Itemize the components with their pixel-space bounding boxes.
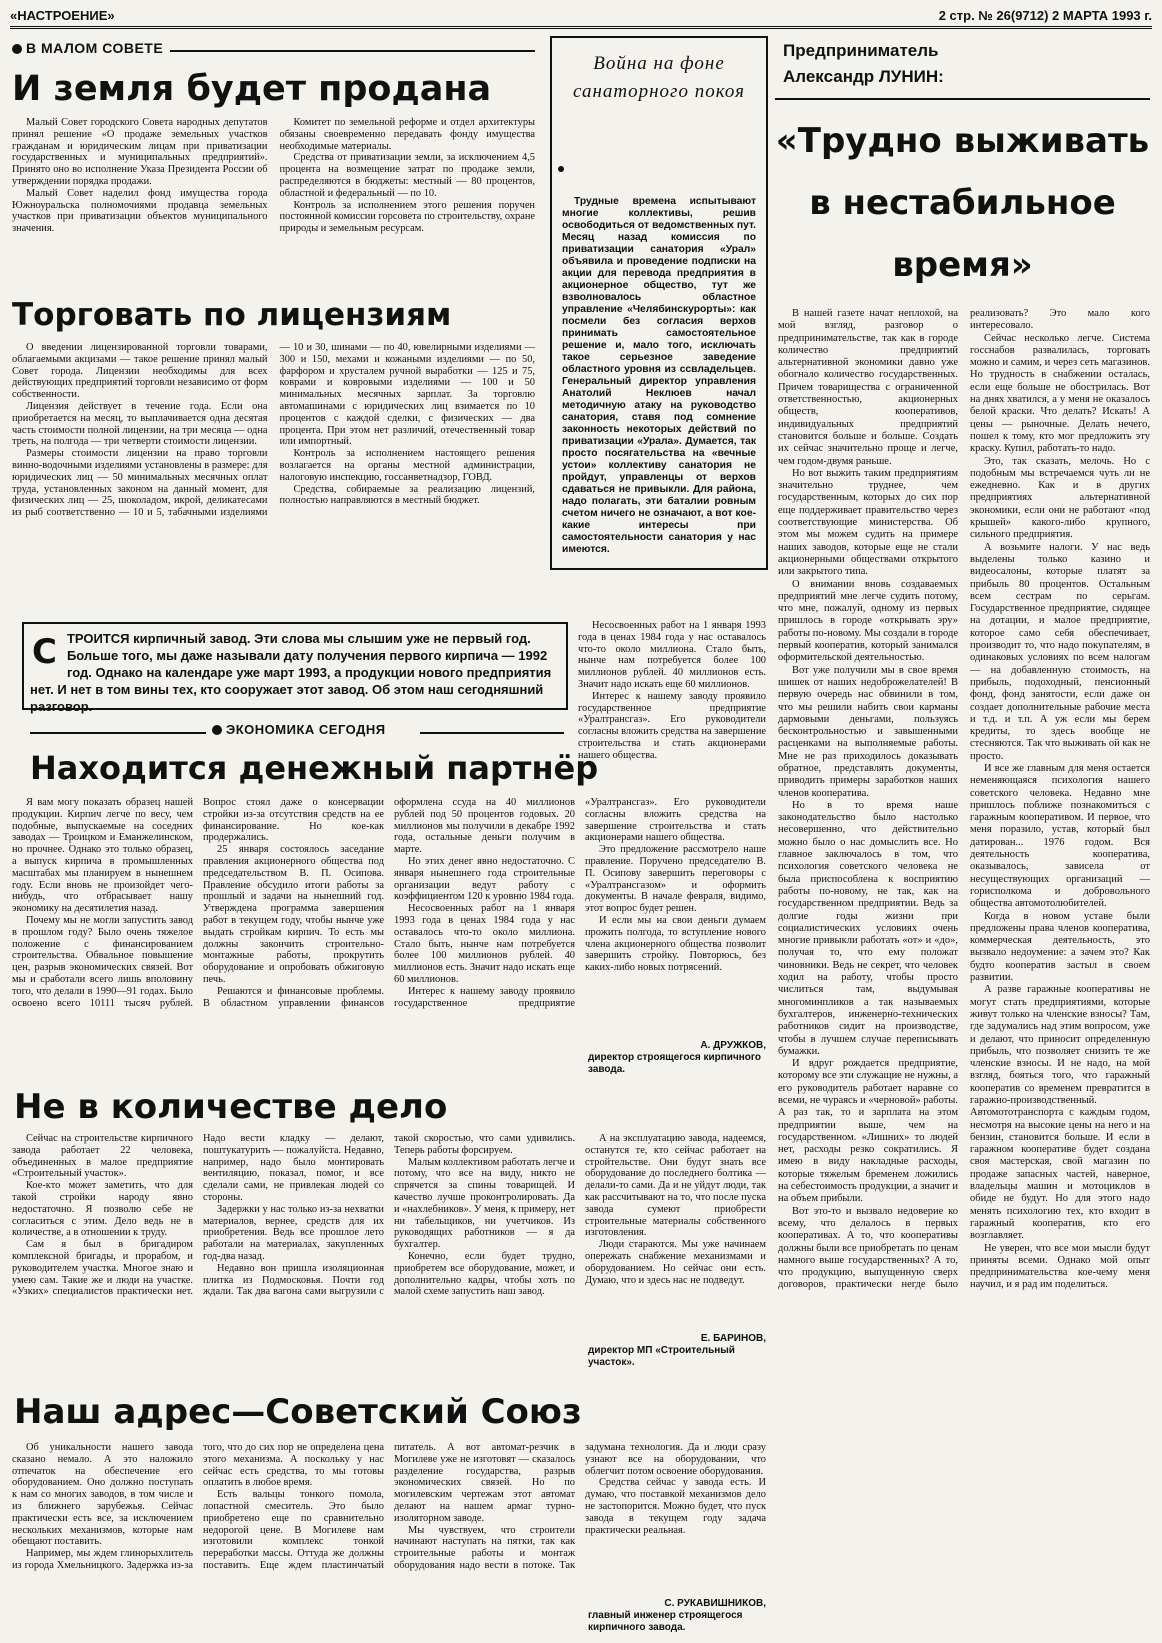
- rubric-rule: [170, 50, 535, 52]
- masthead: [10, 4, 1152, 29]
- rubric-rule-right: [420, 732, 564, 734]
- interview-label: Предприниматель Александр ЛУНИН:: [783, 41, 944, 86]
- factory-lead-box: [22, 622, 568, 714]
- interview-rule: [775, 98, 1150, 100]
- signature-druzhkov: А. ДРУЖКОВ, директор строящегося кирпичного завода.: [588, 1040, 766, 1075]
- rubric-economy: ЭКОНОМИКА СЕГОДНЯ: [212, 722, 386, 737]
- article-war-box: [550, 36, 768, 570]
- signature-rukavishnikov: С. РУКАВИШНИКОВ, главный инженер строящегося кирпичного завода.: [588, 1598, 766, 1633]
- rubric-small-council: В МАЛОМ СОВЕТЕ: [12, 40, 163, 56]
- factory-lead: С ТРОИТСЯ кирпичный завод. Эти слова мы слышим уже не первый год. Больше того, мы даже называли дату получения первого кирпича — 1992 год. Однако на календаре уже март 1993, а продукции нового предприятия нет. И нет в том вины тех, кто сооружает этот завод. Об этом наш сегодняшний разговор.: [30, 631, 552, 714]
- title-land: И земля будет продана: [12, 69, 492, 109]
- title-address: Наш адрес—Советский Союз: [14, 1392, 582, 1432]
- article-partner-body-continued: Несосвоенных работ на 1 января 1993 года в ценах 1984 года у нас оставалось что-то около миллиона. Стало быть, нынче нам потребуется более 100 миллионов рублей. 40 миллионов есть. Значит надо искать еще 60 миллионов. Интерес к нашему заводу проявило государственное предприятие «Уралтрансгаз». Его руководители согласны вложить средства на завершение строительства и стать акционерами нашего общества.: [578, 620, 766, 761]
- signature-barinov: Е. БАРИНОВ, директор МП «Строительный участок».: [588, 1333, 766, 1368]
- article-partner-body: Я вам могу показать образец нашей продукции. Кирпич легче по весу, чем подобные, выпускаемые на соседних заводах — Троицком и Еманжелинском, но прочнее. Однако это только образец, а выпуск кирпича в промышленных масштабах мы планируем в нынешнем году. Если вновь не произойдет чего-нибудь, что отбрасывает нашу экономику на десятилетия назад. Почему мы не могли запустить завод в прошлом году? Было очень тяжелое положение с финансированием строительства. Обвальное повышение цен, разрыв экономических связей. Вот мы и сработали всего лишь вполовину того, что делали в 1990—91 годах. Было освоено всего 10111 тысяч рублей. Вопрос стоял даже о консервации стройки из-за отсутствия средств на ее финансирование. Но кое-как продержались. 25 января состоялось заседание правления акционерного общества под председательством В. П. Осипова. Правление обсудило итоги работы за прошлый и задачи на нынешний год. Утверждена программа завершения работ в текущем году, чтобы нынче уже выдать стройкам кирпич. То есть мы должны закончить строительно-монтажные работы, прокрутить оборудование и опробовать обжиговую печь. Решаются и финансовые проблемы. В областном управлении финансов оформлена ссуда на 40 миллионов рублей под 50 процентов годовых. 20 миллионов мы получили в декабре 1992 года, остальные деньги получим в марте. Но этих денег явно недостаточно. С января нынешнего года строительные организации ведут работу с коэффициентом 120 к уровню 1984 года. Несосвоенных работ на 1 января 1993 года в ценах 1984 года у нас оставалось что-то около миллиона. Стало быть, нынче нам потребуется более 100 миллионов рублей. 40 миллионов есть. Значит надо искать еще 60 миллионов. Интерес к нашему заводу проявило государственное предприятие «Уралтрансгаз». Его руководители согласны вложить средства на завершение строительства и стать акционерами нашего общества. Это предложение рассмотрело наше правление. Поручено председателю В. П. Осипову завершить переговоры с «Уралтрансгазом» и оформить документы. В начале февраля, видимо, этот вопрос будет решен. И если мы на свои деньги думаем прожить полгода, то вступление нового члена акционерного общества позволит завершить стройку. Повторюсь, без каких-либо новых потрясений.: [12, 797, 766, 1009]
- bullet-icon: [212, 725, 222, 735]
- article-licenses-body: О введении лицензированной торговли товарами, облагаемыми акцизами — такое решение принял малый Совет города. Лицензии необходимы для всех действующих предприятий торговли независимо от форм собственности. Лицензия действует в течение года. Если она приобретается на месяц, то выплачивается одна десятая часть стоимости полной лицензии, на три месяца — одна треть, на полгода — три четверти стоимости лицензии. Размеры стоимости лицензии на право торговли винно-водочными изделиями установлены в размере: для юридических лиц — 50 минимальных месячных оплат труда, установленных законом на данный момент, для физических лиц — 25, шоколадом, икрой, деликатесами из рыб соответственно — 10 и 5, табачными изделиями — 10 и 30, шинами — по 40, ювелирными изделиями — 300 и 150, мехами и кожаными изделиями — по 50, фарфором и хрусталем ручной выработки — 125 и 75, коврами и ковровыми изделиями — 100 и 50 минимальных месячных зарплат. За торговлю автомашинами с юридических лиц взимается по 10 процентов с каждой сделки, с физических — два процента. При этом нет различий, отечественный товар или импортный. Контроль за исполнением настоящего решения возлагается на органы местной администрации, налоговую инспекцию, госсанветнадзор, ГОВД. Средства, собираемые за реализацию лицензий, полностью направляются в местный бюджет.: [12, 342, 535, 519]
- title-quality: Не в количестве дело: [14, 1087, 448, 1127]
- title-entrepreneur: «Трудно выживать в нестабильное время»: [775, 121, 1150, 285]
- title-war: Война на фоне санаторного покоя: [573, 53, 745, 102]
- bullet-icon: [558, 166, 564, 172]
- newspaper-name: «НАСТРОЕНИЕ»: [10, 8, 115, 23]
- article-entrepreneur-body: В нашей газете начат неплохой, на мой взгляд, разговор о предпринимательстве, так как в городе количество предприятий альтернативной экономики давно уже обогнало количество государственных. Причем товарищества с ограниченной ответственностью, акционерных обществ, кооперативов, индивидуальных предприятий становится больше и больше. Создать их сейчас значительно проще и легче, чем годом-двумя раньше. Но вот выжить таким предприятиям значительно труднее, чем государственным, которых до сих пор еще поддерживает правительство через соответствующие министерства. Об этом мы можем судить на примере наших заводов, которые еще не стали акционерными обществами открытого или закрытого типа. О внимании вновь создаваемых предприятий мне легче судить потому, что мне, пожалуй, одному из первых пришлось в городе «открывать эру» работы по-новому. Мы создали в городе первый кооператив, который занимался оформительской деятельностью. Вот уже получили мы в свое время шишек от наших недоброжелателей! В первую очередь нас обвинили в том, что мы решили набить свои карманы дармовыми деньгами, пользуясь бесконтрольностью и завышенными расценками на выполняемые работы. Мне не раз приходилось доказывать обратное, представлять документы, приводить примеры заработков наших членов кооператива. Но в то время наше законодательство было настолько несовершенно, что действительно можно было о нас домыслить все. Но главное заключалось в том, что психология советского человека не была приспособлена к восприятию работы по-новому, не так, как на государственном предприятии. Ведь за долгие годы жизни при социалистических условиях очень многие привыкли работать «от» и «до», получая то, что ему положат чиновники. Ведь не секрет, что человек ходил на работу, чтобы просто числиться там, выдумывая многоминпликов а так называемых бухгалтеров, инженерно-технических работников сидит на производстве, чтобы в лучшем случае переписывать бумажки. И вдруг рождается предприятие, которому все эти служащие не нужны, а его руководитель работает наравне со всеми, не чураясь и «черновой» работы. А раз так, то и зарплата на этом предприятии выше, чем на государственном. «Лишних» то людей нет, расходы резко сократились. Я имею в виду накладные расходы, которые тяжелым бременем ложились на себестоимость продукции, а значит и на объем прибыли. Вот это-то и вызвало недоверие ко всему, что делалось в первых кооперативах. А то, что кооперативы должны были все приобретать по ценам намного выше государственных? А то, что продукцию, выпущенную сверх договоров, практически негде было реализовать? Это мало кого интересовало. Сейчас несколько легче. Система госснабов развалилась, торговать можно и самим, и через сеть магазинов. Но трудность в снабжении осталась, если еще больше не обострилась. Вот на днях хватился, а у меня не оказалось белой краски. Что делать? Искать! А цены — рыночные. Делать нечего, пошел к тому, кто мог предложить эту краску. Купил, работать-то надо. Это, так сказать, мелочь. Но с подобным мы встречаемся чуть ли не ежедневно. Как и в других предприятиях альтернативной экономики, если они не работают «под крышей» какого-либо крупного, сильного предприятия. А возьмите налоги. У нас ведь выделены только казино и видеосалоны, которые платят за прибыль 80 процентов. Остальным всем сестрам по серьгам. Государственное предприятие, сидящее на дотации, и малое предприятие, которое само себя обеспечивает, производит то, что надо покупателям, в одинаковых условиях по всем налогам — на добавленную стоимость, на прибыль, подоходный, пенсионный фонд, фонд занятости, если даже он создает дополнительные рабочие места и т.д. и т.п. А уж если мы берем кредиты, то здесь вообще не стесняются. Так что выживать ой как не просто. И все же главным для меня остается неменяющаяся психология нашего советского человека. Недавно мне пришлось поближе познакомиться с гаражным кооперативом. И первое, что меня поразило, устав, который был датирован... 1976 годом. Вся деятельность кооператива, оказывалось, зависела от несуществующих организаций — горисполкома и добровольного общества автомотолюбителей. Когда в новом уставе были предложены права членов кооператива, коммерческая деятельность, это вызвало недоумение: а зачем это? Как будто кооператив застыл в своем развитии. А разве гаражные кооперативы не могут стать предприятиями, которые живут только на членские взносы? Там, где задумались над этим вопросом, уже и делают, что приносит определенную прибыль, что позволяет снизить те же членские взносы. И не надо, на мой взгляд, бояться того, что гаражный кооператив со временем превратится в гаражно-производственный. Автомототранспорта с каждым годом, несмотря на высокие цены на него и на бензин, становится больше. И если в гаражном кооперативе будет создана своя мастерская, свой магазин по продаже запасных частей, наверное, владельцы машин и мотоциклов в обиде не будут. Но для этого надо менять психологию тех, кто входит в гаражный кооператив, кто его возглавляет. Не уверен, что все мои мысли будут приняты всеми. Однако мой опыт предпринимательства кое-чему меня научил, и я рад им поделиться.: [778, 308, 1150, 1291]
- rubric-rule-left: [30, 732, 206, 734]
- title-licenses: Торговать по лицензиям: [12, 297, 452, 333]
- title-partner: Находится денежный партнёр: [30, 749, 599, 787]
- article-land-body: Малый Совет городского Совета народных депутатов принял решение «О продаже земельных участков гражданам и юридическим лицам при приватизации государственных и муниципальных предприятий». Принято оно во исполнение Указа Президента России об утверждении порядка продажи. Малый Совет наделил фонд имущества города Южноуральска полномочиями продавца земельных участков при приватизации объектов муниципального значения. Комитет по земельной реформе и отдел архитектуры обязаны своевременно передавать фонду имущества необходимые материалы. Средства от приватизации земли, за исключением 4,5 процента на возмещение затрат по продаже земли, распределяются в бюджеты: местный — 80 процентов, областной и федеральный — по 10. Контроль за исполнением этого решения поручен постоянной комиссии горсовета по строительству, охране природы и земельным ресурсам.: [12, 117, 535, 235]
- article-address-body: Об уникальности нашего завода сказано немало. А это наложило отпечаток на обеспечение его оборудованием. Оно должно поступать к нам со многих заводов, в том числе и из ближнего зарубежья. Сейчас практически есть все, за исключением нескольких механизмов, которые нам обещают поставить. Например, мы ждем глинорыхлитель из города Хмельницкого. Задержка из-за того, что до сих пор не определена цена этого механизма. А поскольку у нас сейчас есть средства, то мы готовы оплатить в любое время. Есть вальцы тонкого помола, лопастной смеситель. Это было приобретено еще по сравнительно недорогой цене. В Могилеве нам изготовили комплекс тонкой переработки массы. Оттуда же должны поставить. Еще ждем пластинчатый питатель. А вот автомат-резчик в Могилеве уже не изготовят — сказалось разделение государства, разрыв экономических связей. Но по могилевским чертежам этот автомат делают на нашем армаг турно-изоляторном заводе. Мы чувствуем, что строители начинают наступать на пятки, так как строительные работы и монтаж оборудования надо вести в потоке. Так задумана технология. Да и люди сразу узнают все на оборудовании, что облегчит потом освоение оборудования. Средства сейчас у завода есть. И думаю, что поставкой механизмов дело не застопорится. Можно будет, что пуск завода в текущем году задача практически реальная.: [12, 1442, 766, 1571]
- article-war-body: Трудные времена испытывают многие коллективы, решив освободиться от ведомственных пут. Месяц назад комиссия по приватизации санатория «Урал» объявила и проведение подписки на акции для перевода предприятия в акционерное общество, тут же взволновалось областное управление «Челябинскурорты»: как посмели без согласия верхов принимать самостоятельное решение и, мало того, исключать такое серьезное заведение областного уровня из ссвладельцев. Генеральный директор управления Анатолий Неклюев начал методичную атаку на руководство санатория, ставя под сомнение законность некоторых действий по приватизации «Урала». Думается, так просто посягательства на «вечные устои» коллективу санатория не пройдут, управленцы от верхов сдаваться не привыкли. Для района, надо полагать, эти баталии ровным счетом ничего не означают, а вот кое-какие интересы при самостоятельности санатория у нас имеются.: [562, 196, 756, 555]
- dropcap: С: [32, 632, 57, 672]
- article-quality-body: Сейчас на строительстве кирпичного завода работает 22 человека, объединенных в малое предприятие «Строительный участок». Кое-кто может заметить, что для такой стройки народу явно недостаточно. Я позволю себе не согласиться с этим. Дело ведь не в количестве, а в отношении к труду. Сам я был в бригадиром комплексной бригады, и прорабом, и руководителем участка. Многое знаю и умею сам. Такие же и люди на участке. «Узких» специалистов практически нет. Надо вести кладку — делают, поштукатурить — пожалуйста. Недавно, например, надо было монтировать вентиляцию, показал, помог, и все сделали сами, не привлекая людей со стороны. Задержки у нас только из-за нехватки материалов, вернее, средств для их приобретения. Ведь все прошлое лето работали на материалах, закупленных год-два назад. Недавно вон пришла изоляционная плитка из Подмосковья. Почти год ждали. Так два вагона сами выгрузили с такой скоростью, что сами удивились. Теперь работы форсируем. Малым коллективом работать легче и потому, что все на виду, никто не спрячется за спины товарищей. И качество лучше проконтролировать. Да и «нахлебников». У меня, к примеру, нет ни табельщиков, ни учетчиков. Из руководящих работников — я да бухгалтер. Конечно, если будет трудно, приобретем все оборудование, может, и дополнительно кадры, чтобы хоть по малой схеме запустить наш завод. А на эксплуатацию завода, надеемся, останутся те, кто сейчас работает на стройтельстве. Они будут знать все оборудование до последнего болтика — делали-то сами. Да и не уйдут люди, так как рассчитывают на то, что после пуска завода сумеют приобрести строительные материалы собственного изготовления. Люди стараются. Мы уже начинаем опережать снабжение механизмами и оборудованием. Но сейчас они есть. Думаю, что и здесь нас не подведут.: [12, 1133, 766, 1298]
- issue-info: 2 стр. № 26(9712) 2 МАРТА 1993 г.: [938, 8, 1152, 23]
- bullet-icon: [12, 44, 22, 54]
